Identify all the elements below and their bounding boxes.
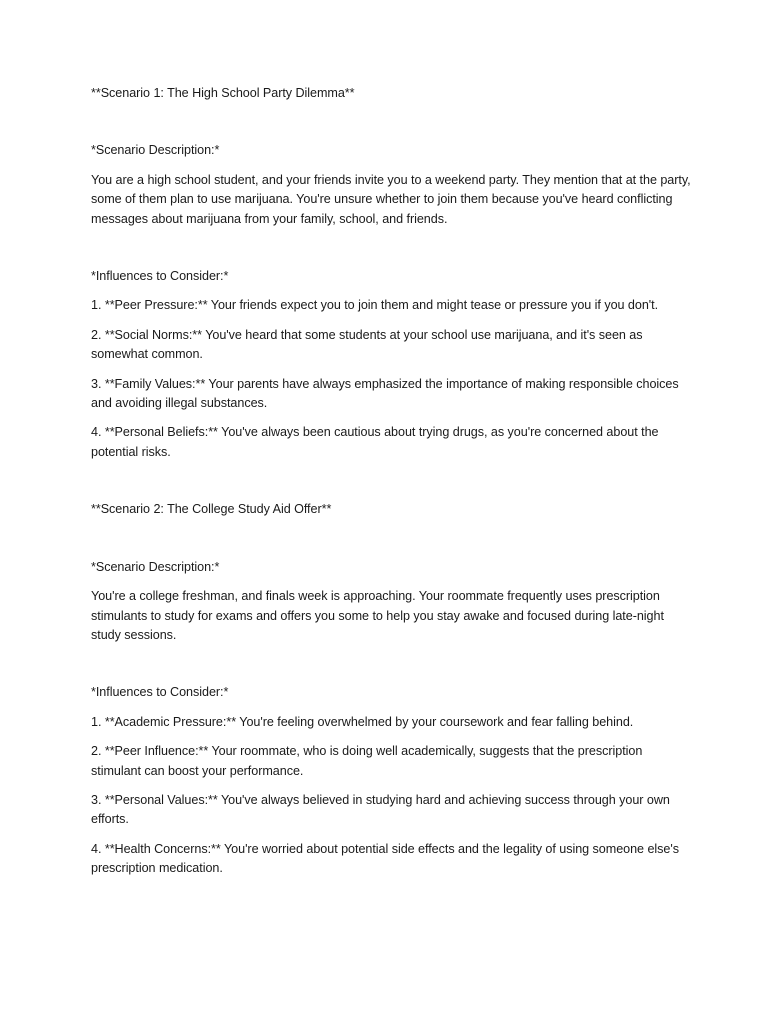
scenario-2: [91, 500, 691, 878]
scenario-1-influence-social-norms: 2. **Social Norms:** You've heard that some students at your school use marijuana, and it's seen as somewhat common.: [91, 327, 643, 362]
scenario-2-influence-peer-influence: 2. **Peer Influence:** Your roommate, who is doing well academically, suggests that the prescription stimulant can boost your performance.: [91, 744, 643, 778]
scenario-1: [91, 84, 691, 462]
scenario-1-influence-peer-pressure: 1. **Peer Pressure:** Your friends expect you to join them and might tease or pressure you if you don't.: [91, 298, 659, 313]
document-page: [91, 84, 691, 889]
scenario-1-influence-family-values: 3. **Family Values:** Your parents have always emphasized the importance of making responsible choices and avoiding illegal substances.: [91, 376, 679, 411]
scenario-1-title: **Scenario 1: The High School Party Dilemma**: [91, 86, 355, 100]
scenario-2-influences-label: *Influences to Consider:*: [91, 685, 229, 700]
scenario-2-description-label: *Scenario Description:*: [91, 559, 220, 574]
scenario-1-influences-label: *Influences to Consider:*: [91, 269, 229, 284]
scenario-2-title: **Scenario 2: The College Study Aid Offer**: [91, 502, 332, 517]
scenario-2-description: You're a college freshman, and finals week is approaching. Your roommate frequently uses prescription stimulants to study for exams and offers you some to help you stay awake and focused during late-night study sessions.: [91, 589, 664, 642]
scenario-2-influence-personal-values: 3. **Personal Values:** You've always believed in studying hard and achieving success through your own efforts.: [91, 792, 670, 827]
scenario-1-influence-personal-beliefs: 4. **Personal Beliefs:** You've always been cautious about trying drugs, as you're concerned about the potential risks.: [91, 425, 659, 459]
scenario-2-influence-health-concerns: 4. **Health Concerns:** You're worried about potential side effects and the legality of using someone else's prescription medication.: [91, 841, 679, 876]
scenario-1-description-label: *Scenario Description:*: [91, 143, 220, 158]
scenario-2-influence-academic-pressure: 1. **Academic Pressure:** You're feeling overwhelmed by your coursework and fear falling behind.: [91, 714, 634, 729]
scenario-1-description: You are a high school student, and your friends invite you to a weekend party. They mention that at the party, some of them plan to use marijuana. You're unsure whether to join them because you've heard conflicting messages about marijuana from your family, school, and friends.: [91, 172, 691, 226]
